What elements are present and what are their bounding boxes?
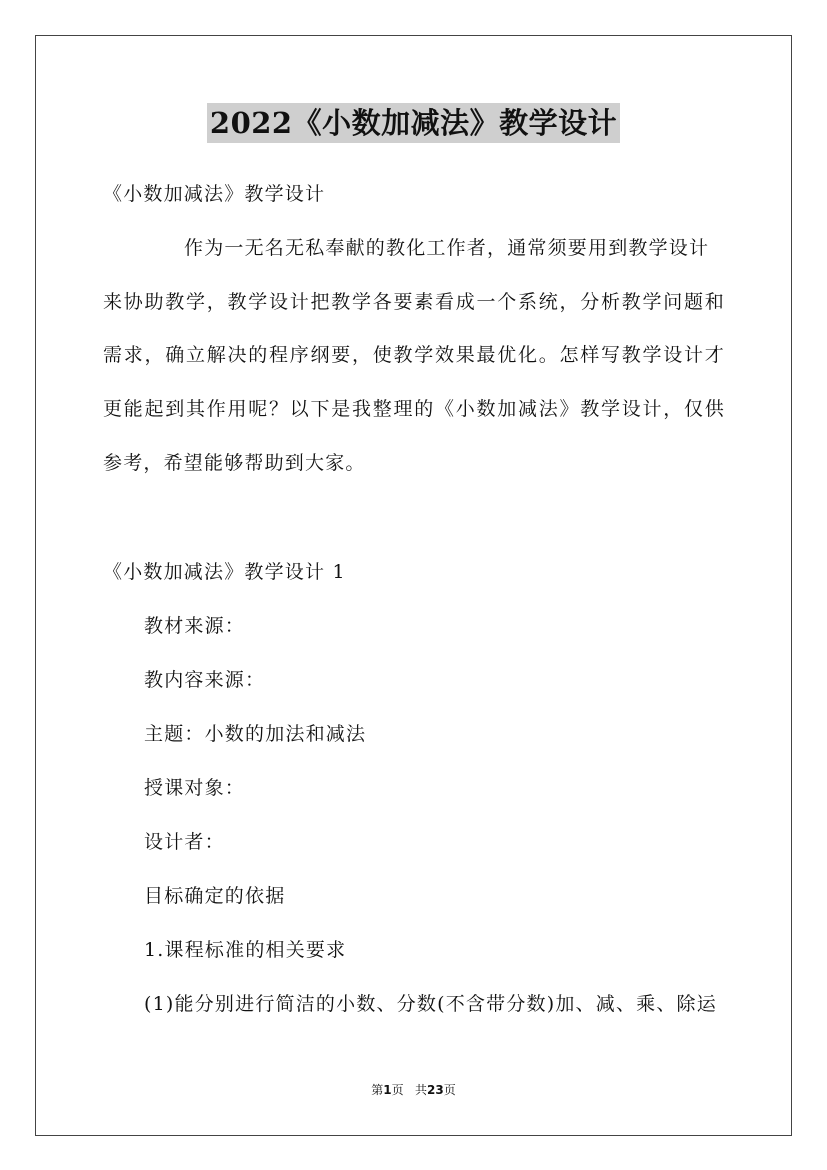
page-footer xyxy=(0,1082,827,1098)
footer-suffix: 页 xyxy=(443,1083,456,1097)
intro-line-5: 参考，希望能够帮助到大家。 xyxy=(103,452,366,474)
footer-middle: 页 共 xyxy=(391,1083,428,1097)
intro-line-2: 来协助教学，教学设计把教学各要素看成一个系统，分析教学问题和 xyxy=(103,291,725,313)
item-point-1: (1)能分别进行简洁的小数、分数(不含带分数)加、减、乘、除运 xyxy=(144,993,717,1015)
item-basis: 目标确定的依据 xyxy=(144,885,286,907)
item-content-source: 教内容来源： xyxy=(144,669,266,691)
footer-page-total: 23 xyxy=(427,1083,444,1097)
item-source: 教材来源： xyxy=(144,615,246,637)
title-container xyxy=(0,103,827,143)
item-standard: 1.课程标准的相关要求 xyxy=(144,939,347,961)
document-title: 2022《小数加减法》教学设计 xyxy=(207,103,620,143)
intro-line-4: 更能起到其作用呢？以下是我整理的《小数加减法》教学设计，仅供 xyxy=(103,398,725,420)
footer-prefix: 第 xyxy=(371,1083,384,1097)
item-audience: 授课对象： xyxy=(144,777,246,799)
subtitle: 《小数加减法》教学设计 xyxy=(103,183,326,205)
item-designer: 设计者： xyxy=(144,831,225,853)
intro-line-1: 作为一无名无私奉献的教化工作者，通常须要用到教学设计 xyxy=(184,237,710,259)
section-heading: 《小数加减法》教学设计 1 xyxy=(103,561,346,583)
footer-page-number: 1 xyxy=(383,1083,392,1097)
item-topic: 主题：小数的加法和减法 xyxy=(144,723,367,745)
intro-line-3: 需求，确立解决的程序纲要，使教学效果最优化。怎样写教学设计才 xyxy=(103,344,725,366)
